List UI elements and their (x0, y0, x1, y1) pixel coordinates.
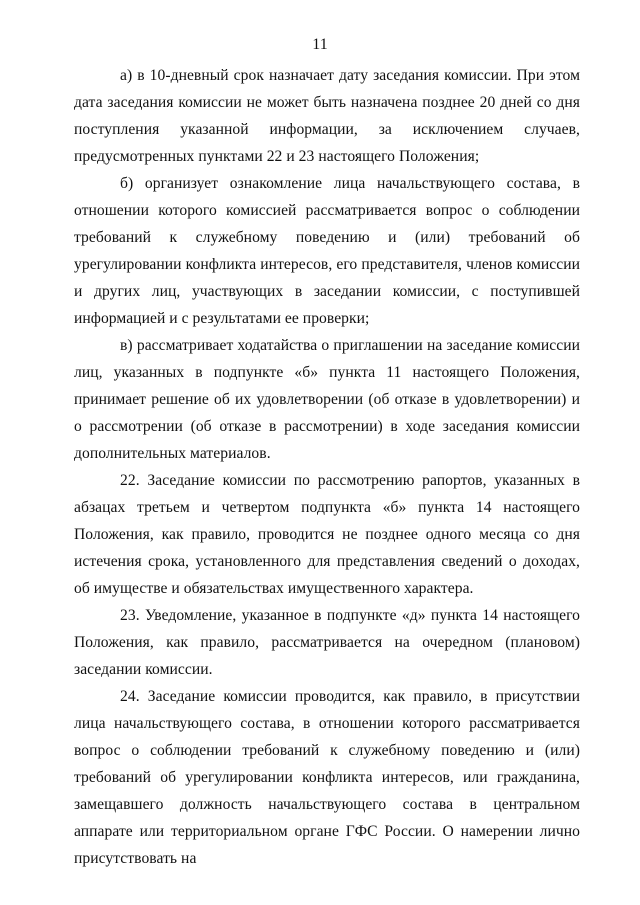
paragraph-21a: а) в 10-дневный срок назначает дату заседания комиссии. При этом дата заседания комиссии не может быть назначена позднее 20 дней со дня поступления указанной информации, за исключением случаев, предусмотренных пунктами 22 и 23 настоящего Положения; (74, 67, 580, 165)
paragraph-24: 24. Заседание комиссии проводится, как правило, в присутствии лица начальствующего состава, в отношении которого рассматривается вопрос о соблюдении требований к служебному поведению и (или) требований об урегулировании конфликта интересов, или гражданина, замещавшего должность начальствующего состава в центральном аппарате или территориальном органе ГФС России. О намерении лично присутствовать на (74, 688, 580, 867)
paragraph-23: 23. Уведомление, указанное в подпункте «д» пункта 14 настоящего Положения, как правило, рассматривается на очередном (плановом) заседании комиссии. (74, 607, 580, 678)
paragraph-21b: б) организует ознакомление лица начальствующего состава, в отношении которого комиссией рассматривается вопрос о соблюдении требований к служебному поведению и (или) требований об урегулировании конфликта интересов, его представителя, членов комиссии и других лиц, участвующих в заседании комиссии, с поступившей информацией и с результатами ее проверки; (74, 175, 580, 327)
document-body (74, 62, 580, 872)
paragraph-21v: в) рассматривает ходатайства о приглашении на заседание комиссии лиц, указанных в подпункте «б» пункта 11 настоящего Положения, принимает решение об их удовлетворении (об отказе в удовлетворении) и о рассмотрении (об отказе в рассмотрении) в ходе заседания комиссии дополнительных материалов. (74, 337, 580, 462)
paragraph-22: 22. Заседание комиссии по рассмотрению рапортов, указанных в абзацах третьем и четвертом подпункта «б» пункта 14 настоящего Положения, как правило, проводится не позднее одного месяца со дня истечения срока, установленного для представления сведений о доходах, об имуществе и обязательствах имущественного характера. (74, 472, 580, 597)
page-number: 11 (312, 36, 328, 53)
